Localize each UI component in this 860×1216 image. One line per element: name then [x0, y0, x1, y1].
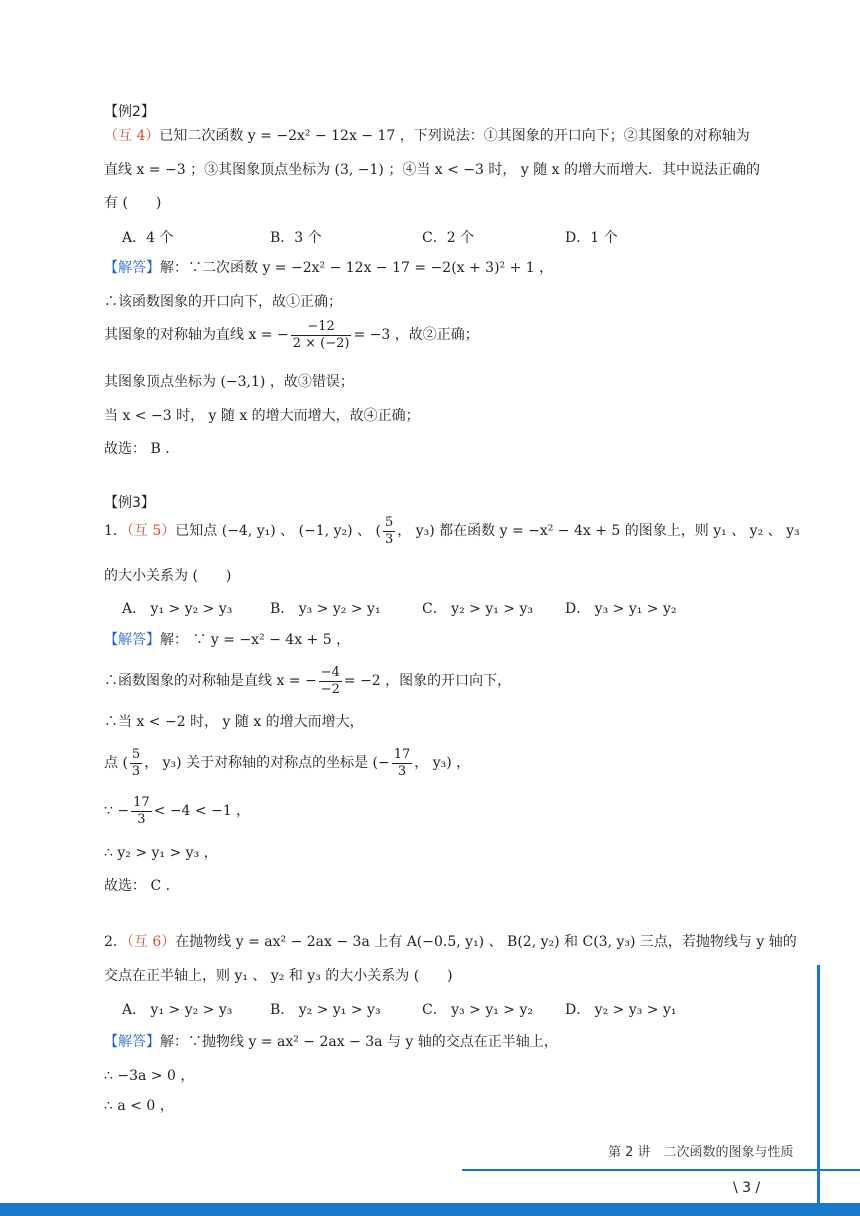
solution-text: ∴函数图象的对称轴是直线 x = −	[104, 673, 317, 689]
footer-divider	[462, 1169, 860, 1171]
solution-text: ， y₃) 关于对称轴的对称点的坐标是 (−	[144, 755, 390, 771]
example-2-heading: 【例2】	[104, 104, 155, 120]
fraction-denominator: 3	[131, 763, 141, 779]
option-b: B． y₂ > y₁ > y₃	[270, 1002, 381, 1018]
example-3-solution-line-5	[104, 792, 250, 830]
option-c: C． y₂ > y₁ > y₃	[422, 601, 533, 617]
option-b: B．3 个	[270, 230, 322, 246]
fraction-numerator: 17	[133, 794, 150, 810]
solution-text: < −4 < −1 ，	[153, 803, 251, 819]
fraction-numerator: −4	[320, 664, 340, 680]
example-2-solution-line-3	[104, 318, 479, 352]
footer-chapter-title: 第 2 讲 二次函数的图象与性质	[608, 1145, 794, 1160]
fraction	[291, 319, 352, 352]
solution-text: ， y₃) ，	[414, 755, 471, 771]
example-3-q1-line-1	[104, 512, 800, 550]
fraction-numerator: 17	[393, 746, 411, 762]
example-3-solution-line-4	[104, 744, 470, 782]
bottom-color-band	[0, 1203, 860, 1216]
fraction-denominator: 3	[384, 531, 394, 547]
example-3-heading: 【例3】	[104, 495, 155, 511]
fraction	[131, 795, 152, 828]
solution-text: = −3 ，故②正确；	[353, 327, 479, 343]
question-2-line-2: 交点在正半轴上，则 y₁ 、 y₂ 和 y₃ 的大小关系为 ( )	[104, 968, 453, 984]
option-d: D．1 个	[565, 230, 618, 246]
question-text: 在抛物线 y = ax² − 2ax − 3a 上有 A(−0.5, y₁) 、 B(2, y₂) 和 C(3, y₃) 三点，若抛物线与 y 轴的	[175, 934, 797, 950]
example-2-question-line-1	[104, 126, 750, 146]
example-2-question-line-3: 有 ( )	[104, 195, 162, 211]
option-a: A． y₁ > y₂ > y₃	[122, 1002, 233, 1018]
question-2-solution-line-3: ∴ a < 0 ，	[104, 1098, 174, 1114]
question-2-line-1	[104, 932, 797, 952]
page-number: \ 3 /	[733, 1180, 761, 1196]
example-2-question-line-2: 直线 x = −3 ；③其图象顶点坐标为 (3, −1) ；④当 x < −3 时， y 随 x 的增大而增大．其中说法正确的	[104, 162, 761, 178]
fraction	[383, 515, 395, 548]
question-2-solution-line-2: ∴ −3a > 0 ，	[104, 1068, 195, 1084]
option-d: D． y₂ > y₃ > y₁	[565, 1002, 677, 1018]
example-3-solution-line-3: ∴当 x < −2 时， y 随 x 的增大而增大，	[104, 714, 364, 730]
question-text: 已知二次函数 y = −2x² − 12x − 17 ，下列说法：①其图象的开口向下；②其图象的对称轴为	[159, 128, 750, 144]
fraction-numerator: 5	[384, 514, 394, 530]
option-c: C．2 个	[422, 230, 475, 246]
problem-tag: （互 6）	[126, 934, 176, 950]
solution-text: 点 (	[104, 755, 128, 771]
example-2-solution-line-5: 当 x < −3 时， y 随 x 的增大而增大，故④正确；	[104, 408, 420, 424]
right-vertical-bar	[817, 965, 820, 1205]
answer-label: 【解答】	[104, 260, 160, 276]
option-c: C． y₃ > y₁ > y₂	[422, 1002, 533, 1018]
question-number: 2．	[104, 934, 127, 950]
fraction	[130, 747, 142, 780]
problem-tag: （互 5）	[126, 523, 176, 539]
answer-label: 【解答】	[104, 632, 160, 648]
option-b: B． y₃ > y₂ > y₁	[270, 601, 381, 617]
example-3-q1-line-2: 的大小关系为 ( )	[104, 568, 232, 584]
question-text: 已知点 (−4, y₁) 、 (−1, y₂) 、 (	[175, 523, 381, 539]
fraction-denominator: −2	[320, 681, 340, 697]
fraction-denominator: 2 × (−2)	[292, 335, 350, 351]
fraction	[392, 747, 413, 780]
example-2-solution-line-2: ∴该函数图象的开口向下，故①正确；	[104, 294, 342, 310]
example-3-solution-line-6: ∴ y₂ > y₁ > y₃ ，	[104, 845, 218, 861]
solution-text: 其图象的对称轴为直线 x = −	[104, 327, 289, 343]
solution-text: = −2 ，图象的开口向下，	[343, 673, 512, 689]
fraction-denominator: 3	[137, 811, 146, 827]
example-3-solution-line-2	[104, 662, 511, 700]
fraction-numerator: −12	[291, 319, 352, 336]
example-2-solution-line-4: 其图象顶点坐标为 (−3,1) ，故③错误；	[104, 374, 354, 390]
solution-text: 解：∵抛物线 y = ax² − 2ax − 3a 与 y 轴的交点在正半轴上，	[160, 1034, 558, 1050]
solution-text: 解：∵二次函数 y = −2x² − 12x − 17 = −2(x + 3)² + 1 ，	[160, 260, 554, 276]
solution-text: 解： ∵ y = −x² − 4x + 5 ，	[160, 632, 351, 648]
fraction	[319, 665, 342, 698]
option-a: A． y₁ > y₂ > y₃	[122, 601, 233, 617]
example-2-solution-line-1	[104, 258, 553, 278]
answer-label: 【解答】	[104, 1034, 160, 1050]
example-3-solution-line-1	[104, 630, 350, 650]
option-d: D． y₃ > y₁ > y₂	[565, 601, 677, 617]
problem-tag: （互 4）	[104, 128, 160, 144]
solution-text: ∵ −	[104, 803, 130, 819]
example-2-solution-line-6: 故选： B .	[104, 441, 170, 457]
question-2-solution-line-1	[104, 1032, 558, 1052]
question-text: ， y₃) 都在函数 y = −x² − 4x + 5 的图象上，则 y₁ 、 y₂ 、 y₃	[397, 523, 800, 539]
example-3-solution-line-7: 故选： C .	[104, 878, 171, 894]
fraction-numerator: 5	[131, 746, 141, 762]
question-number: 1．	[104, 523, 127, 539]
option-a: A．4 个	[122, 230, 174, 246]
fraction-denominator: 3	[397, 763, 407, 779]
